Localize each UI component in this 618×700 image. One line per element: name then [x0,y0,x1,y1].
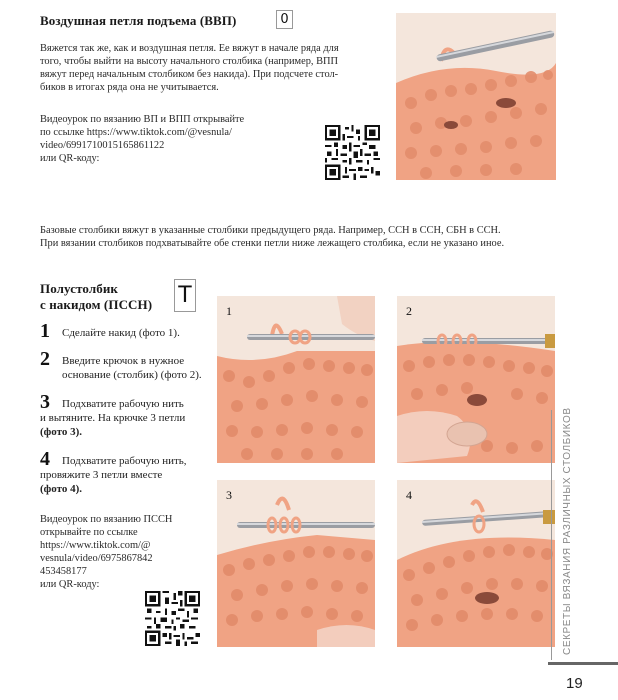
section2-video-text [40,513,215,591]
qr-code-icon [145,591,200,646]
section2-title-line2: с накидом (ПССН) [40,297,153,312]
crochet-photo-image [397,480,555,647]
vvp-symbol-box [276,10,293,29]
section1-title: Воздушная петля подъема (ВВП) [40,13,237,28]
step-text [40,468,225,496]
photo-label: 2 [406,304,412,318]
intro-line: При вязании столбиков подхватывайте обе стенки петли ниже лежащего столбика, если не указано иное. [40,238,505,249]
step-line: Введите крючок в нужное [62,355,185,367]
pssn-symbol: T [178,283,192,308]
section1-body-line: биков в итогах ряда она не учитывается. [40,82,219,93]
step-number: 4 [40,448,50,470]
photo-label: 1 [226,304,232,318]
photo-step-2 [397,296,555,463]
video-line: или QR-коду: [40,579,100,590]
step-line: и вытяните. На крючке 3 петли [40,412,186,424]
crochet-photo-image [217,480,375,647]
photo-label: 4 [406,488,412,502]
intro-text [40,224,560,250]
section1-body-line: вяжут перед начальным столбиком без накида). При подсчете стол- [40,69,339,80]
section2-title [40,281,152,313]
video-link-line[interactable]: https://www.tiktok.com/@ [40,540,151,551]
photo-label: 3 [226,488,232,502]
step-text [40,397,225,411]
photo-step-1 [217,296,375,463]
crochet-photo-image [397,296,555,463]
step-number: 3 [40,391,50,413]
step-number: 2 [40,348,50,370]
intro-line: Базовые столбики вяжут в указанные столбики предыдущего ряда. Например, ССН в ССН, СБН в ССН. [40,225,501,236]
video-link-line[interactable]: vesnula/video/6975867842 [40,553,153,564]
qr-code-vp[interactable] [325,125,380,180]
step-text [40,454,225,468]
photo-step-4 [397,480,555,647]
video-link-line[interactable]: по ссылке https://www.tiktok.com/@vesnula/ [40,127,232,138]
page-number: 19 [566,675,583,692]
section1-body-line: Вяжется так же, как и воздушная петля. Ее вяжут в начале ряда для [40,43,339,54]
section1-body-line: того, чтобы выйти на высоту начального столбика (например, ВПП [40,56,339,67]
qr-code-pssn[interactable] [145,591,200,646]
video-link-line[interactable]: video/6991710015165861122 [40,140,165,151]
step-number: 1 [40,320,50,342]
step-text [40,411,225,439]
video-line: или QR-коду: [40,153,100,164]
crochet-photo-image [396,13,556,180]
video-line: Видеоурок по вязанию ПССН [40,514,173,525]
video-link-line[interactable]: 453458177 [40,566,87,577]
step-line: основание (столбик) (фото 2). [62,369,202,381]
qr-code-icon [325,125,380,180]
step-line: Сделайте накид (фото 1). [62,327,180,339]
side-caption: СЕКРЕТЫ ВЯЗАНИЯ РАЗЛИЧНЫХ СТОЛБИКОВ [562,407,573,655]
step-line: (фото 3). [40,426,83,438]
photo-step-3 [217,480,375,647]
step-line: Подхватите рабочую нить [62,398,184,410]
step-line: Подхватите рабочую нить, [62,455,187,467]
page-number-bar [548,662,618,665]
step-line: (фото 4). [40,483,83,495]
section1-body [40,42,380,94]
step-line: провяжите 3 петли вместе [40,469,163,481]
section1-video-text [40,113,300,165]
video-line: открывайте по ссылке [40,527,138,538]
photo-vvp [396,13,556,180]
crochet-photo-image [217,296,375,463]
video-line: Видеоурок по вязанию ВП и ВПП открывайте [40,114,245,125]
step-text [62,326,212,340]
vvp-symbol: 0 [280,12,289,27]
side-divider [551,410,552,660]
section2-title-line1: Полустолбик [40,281,119,296]
pssn-symbol-box [174,279,196,312]
step-text [62,354,222,382]
